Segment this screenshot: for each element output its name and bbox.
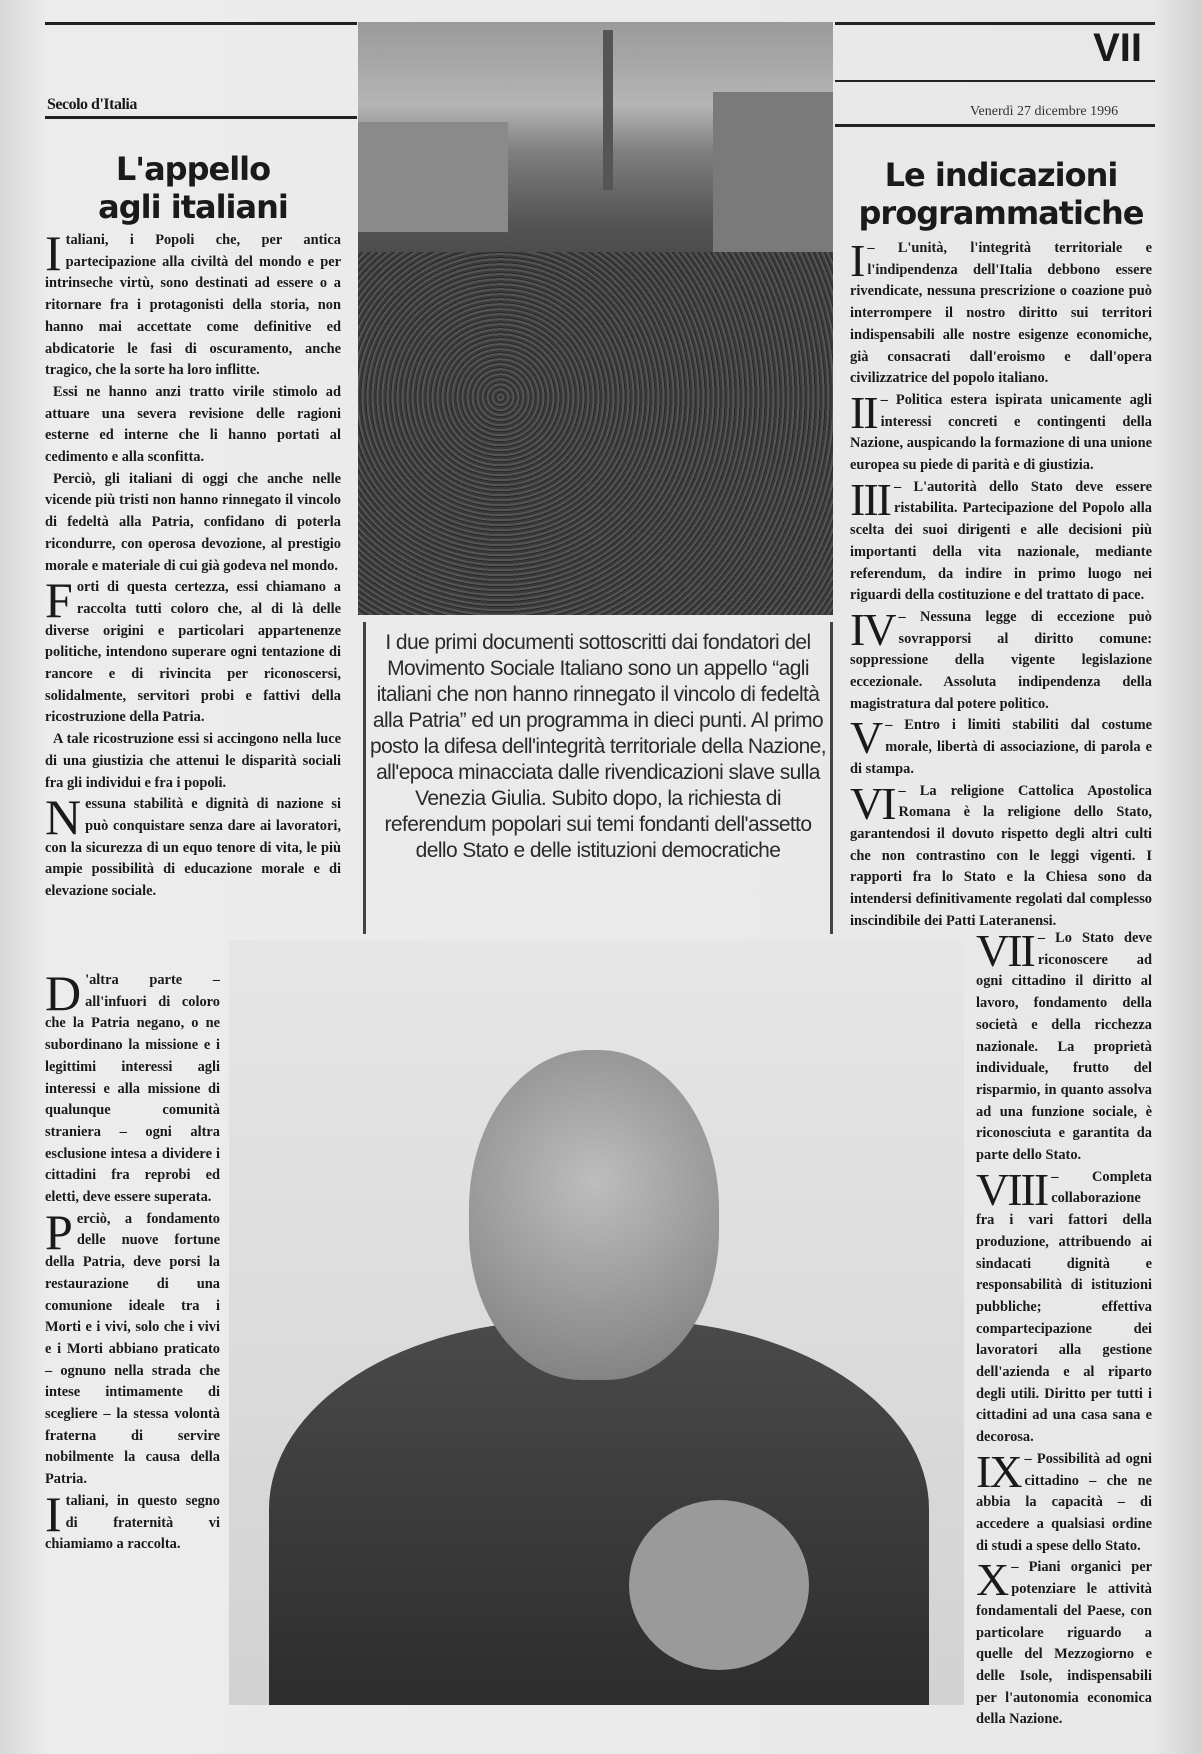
program-text-narrow-column bbox=[976, 925, 1152, 1731]
paragraph-text: Essi ne hanno anzi tratto virile stimolo ad attuare una severa revisione delle ragioni esterne ed interne che li hanno portati al cedimento e alla sconfitta. bbox=[45, 383, 341, 466]
paragraph bbox=[45, 382, 341, 469]
building bbox=[358, 122, 508, 232]
top-rule-left bbox=[45, 22, 357, 25]
paragraph-text: – L'autorità dello Stato deve essere ristabilita. Partecipazione del Popolo alla scelta dei suoi dirigenti e alle decisioni più importanti della vita nazionale, mediante referendum, da indire in primo luogo nei riguardi della costituzione e del trattato di pace. bbox=[850, 478, 1152, 604]
paragraph-text: – Lo Stato deve riconoscere ad ogni cittadino il diritto al lavoro, fondamento della società e della ricchezza nazionale. La proprietà individuale, frutto del risparmio, in quanto assolva ad una funzione sociale, è riconosciuta e garantita da parte dello Stato. bbox=[976, 930, 1152, 1164]
paragraph-text: – Completa collaborazione fra i vari fattori della produzione, attribuendo ai sindacati dignità e responsabilità di istituzioni pubbliche; effettiva compartecipazione dei lavoratori alla gestione dell'azienda e al riparto degli utili. Diritto per tutti i cittadini ad una casa sana e decorosa. bbox=[976, 1168, 1152, 1446]
date-rule bbox=[835, 124, 1155, 127]
drop-cap: V bbox=[850, 712, 882, 764]
hand bbox=[629, 1500, 809, 1670]
drop-cap: VI bbox=[850, 777, 895, 829]
paragraph bbox=[45, 1485, 220, 1556]
appeal-text-narrow-column bbox=[45, 965, 220, 1556]
paragraph-text: essuna stabilità e dignità di nazione si può conquistare senza dare ai lavoratori, con la sicurezza di un equo tenore di vita, le più ampie possibilità di educazione morale e di elevazione sociale. bbox=[45, 796, 341, 900]
program-text-column bbox=[850, 235, 1152, 933]
paragraph-text: taliani, in questo segno di fraternità vi chiamiamo a raccolta. bbox=[45, 1492, 220, 1553]
drop-cap: II bbox=[850, 386, 877, 438]
header-rule bbox=[835, 80, 1155, 82]
top-rule-right bbox=[835, 22, 1155, 25]
issue-date: Venerdì 27 dicembre 1996 bbox=[970, 104, 1119, 119]
paragraph-text: – Nessuna legge di eccezione può sovrapporsi al diritto comune: soppressione della vigente legislazione eccezionale. Assoluta indipendenza della magistratura dal potere politico. bbox=[850, 608, 1152, 712]
paragraph-text: – Piani organici per potenziare le attività fondamentali del Paese, con particolare riguardo a quelle del Mezzogiorno e delle Isole, indispensabili per l'autonomia economica della Nazione. bbox=[976, 1559, 1152, 1728]
headline-line: Le indicazioni bbox=[884, 156, 1118, 194]
masthead-rule bbox=[45, 116, 357, 119]
right-headline bbox=[850, 156, 1152, 232]
paragraph bbox=[976, 1554, 1152, 1731]
paragraph bbox=[45, 1203, 220, 1491]
page-number: VII bbox=[1093, 26, 1142, 70]
paragraph-text: – Politica estera ispirata unicamente agli interessi concreti e contingenti della Nazione, auspicando la formazione di una unione europea su piede di parità e di giustizia. bbox=[850, 391, 1152, 474]
drop-cap: I bbox=[45, 225, 62, 281]
paragraph-text: – Entro i limiti stabiliti dal costume morale, libertà di associazione, di parola e di stampa. bbox=[850, 717, 1152, 777]
headline-line: programmatiche bbox=[858, 194, 1144, 232]
obelisk bbox=[603, 30, 613, 190]
paragraph-text: A tale ricostruzione essi si accingono nella luce di una giustizia che attenui le disparità sociali fra gli individui e fra i popoli. bbox=[45, 731, 341, 791]
drop-cap: D bbox=[45, 965, 82, 1021]
paragraph bbox=[45, 965, 220, 1209]
paragraph-text: 'altra parte – all'infuori di coloro che la Patria negano, o ne subordinano la missione e i legittimi interessi agli interessi e alla missione di qualunque comunità straniera – ogni altra esclusione intesa a dividere i cittadini fra reprobi ed eletti, deve essere superata. bbox=[45, 972, 220, 1206]
drop-cap: IV bbox=[850, 603, 895, 655]
paragraph-text: erciò, a fondamento delle nuove fortune della Patria, deve porsi la restaurazione di una comunione ideale tra i Morti e i vivi, solo che i vivi e i Morti abbiano praticato – ognuno nella strada che intese intimamente di scegliere – la stessa volontà fraterna di servire nobilmente la causa della Patria. bbox=[45, 1210, 220, 1488]
drop-cap: F bbox=[45, 572, 73, 629]
paragraph bbox=[976, 1163, 1152, 1449]
paragraph-text: taliani, i Popoli che, per antica partecipazione alla civiltà del mondo e per intrinseche virtù, sono destinati ad essere o a ritornare fra i protagonisti della storia, non hanno mai accettate come definitive ed abdicatorie le fasi di oscuramento, anche tragico, che la sorte ha loro inflitte. bbox=[45, 232, 341, 379]
paragraph-text: – L'unità, l'integrità territoriale e l'indipendenza dell'Italia debbono essere rivendicate, nessuna prescrizione o coazione può interrompere il nostro diritto sui territori indispensabili alle nostre esigenze economiche, già consacrati dall'eroismo e dall'opera civilizzatrice del popolo italiano. bbox=[850, 240, 1152, 387]
drop-cap: X bbox=[976, 1554, 1008, 1606]
crowd bbox=[358, 252, 833, 615]
drop-cap: VIII bbox=[976, 1163, 1048, 1215]
paragraph bbox=[850, 603, 1152, 716]
paragraph bbox=[45, 225, 341, 382]
building bbox=[713, 92, 833, 252]
paragraph bbox=[850, 777, 1152, 933]
paragraph bbox=[976, 1445, 1152, 1558]
crowd-photo bbox=[358, 22, 833, 615]
appeal-text-column bbox=[45, 225, 341, 903]
photo-caption: I due primi documenti sottoscritti dai fondatori del Movimento Sociale Italiano sono un appello “agli italiani che non hanno rinnegato il vincolo di fedeltà alla Patria” ed un programma in dieci punti. Al primo posto la difesa dell'integrità territoriale della Nazione, all'epoca minacciata dalle rivendicazioni slave sulla Venezia Giulia. Subito dopo, la richiesta di referendum popolari sui temi fondanti dell'assetto dello Stato e delle istituzioni democratiche bbox=[363, 622, 833, 934]
paragraph-text: Perciò, gli italiani di oggi che anche nelle vicende più tristi non hanno rinnegato il vincolo di fedeltà alla Patria, confidano di poterla ricondurre, con operosa devozione, al prestigio morale e materiale di cui già godeva nel mondo. bbox=[45, 470, 341, 574]
paragraph-text: – La religione Cattolica Apostolica Romana è la religione dello Stato, garantendosi il dovuto rispetto degli altri culti che non contrastino con le leggi vigenti. I rapporti fra lo Stato e la Chiesa sono da intendersi definitivamente regolati dal complesso inscindibile dei Patti Lateranensi. bbox=[850, 782, 1152, 929]
paragraph bbox=[45, 789, 341, 903]
face bbox=[469, 1050, 719, 1380]
drop-cap: VII bbox=[976, 925, 1034, 976]
paragraph bbox=[850, 235, 1152, 390]
left-headline bbox=[45, 150, 341, 226]
drop-cap: III bbox=[850, 473, 890, 525]
drop-cap: I bbox=[45, 1485, 62, 1542]
paragraph-text: orti di questa certezza, essi chiamano a raccolta tutti coloro che, al di là delle diverse origini e particolari appartenenze politiche, intendono superare ogni tentazione di rancore e di rivincita per riconoscersi, solidalmente, servitori probi e fattivi della ricostruzione della Patria. bbox=[45, 579, 341, 726]
paragraph bbox=[45, 572, 341, 729]
headline-line: agli italiani bbox=[98, 188, 288, 226]
paragraph bbox=[850, 473, 1152, 607]
drop-cap: I bbox=[850, 235, 864, 286]
paragraph bbox=[45, 729, 341, 794]
paragraph bbox=[850, 712, 1152, 780]
drop-cap: N bbox=[45, 789, 82, 846]
drop-cap: IX bbox=[976, 1445, 1021, 1497]
masthead: Secolo d'Italia bbox=[47, 96, 137, 113]
paragraph-text: – Possibilità ad ogni cittadino – che ne abbia la capacità – di accedere a qualsiasi ordine di studi a spese dello Stato. bbox=[976, 1450, 1152, 1554]
headline-line: L'appello bbox=[115, 150, 271, 188]
paragraph bbox=[850, 386, 1152, 477]
drop-cap: P bbox=[45, 1203, 73, 1260]
portrait-photo bbox=[229, 940, 964, 1705]
paragraph bbox=[976, 925, 1152, 1167]
paragraph bbox=[45, 469, 341, 578]
